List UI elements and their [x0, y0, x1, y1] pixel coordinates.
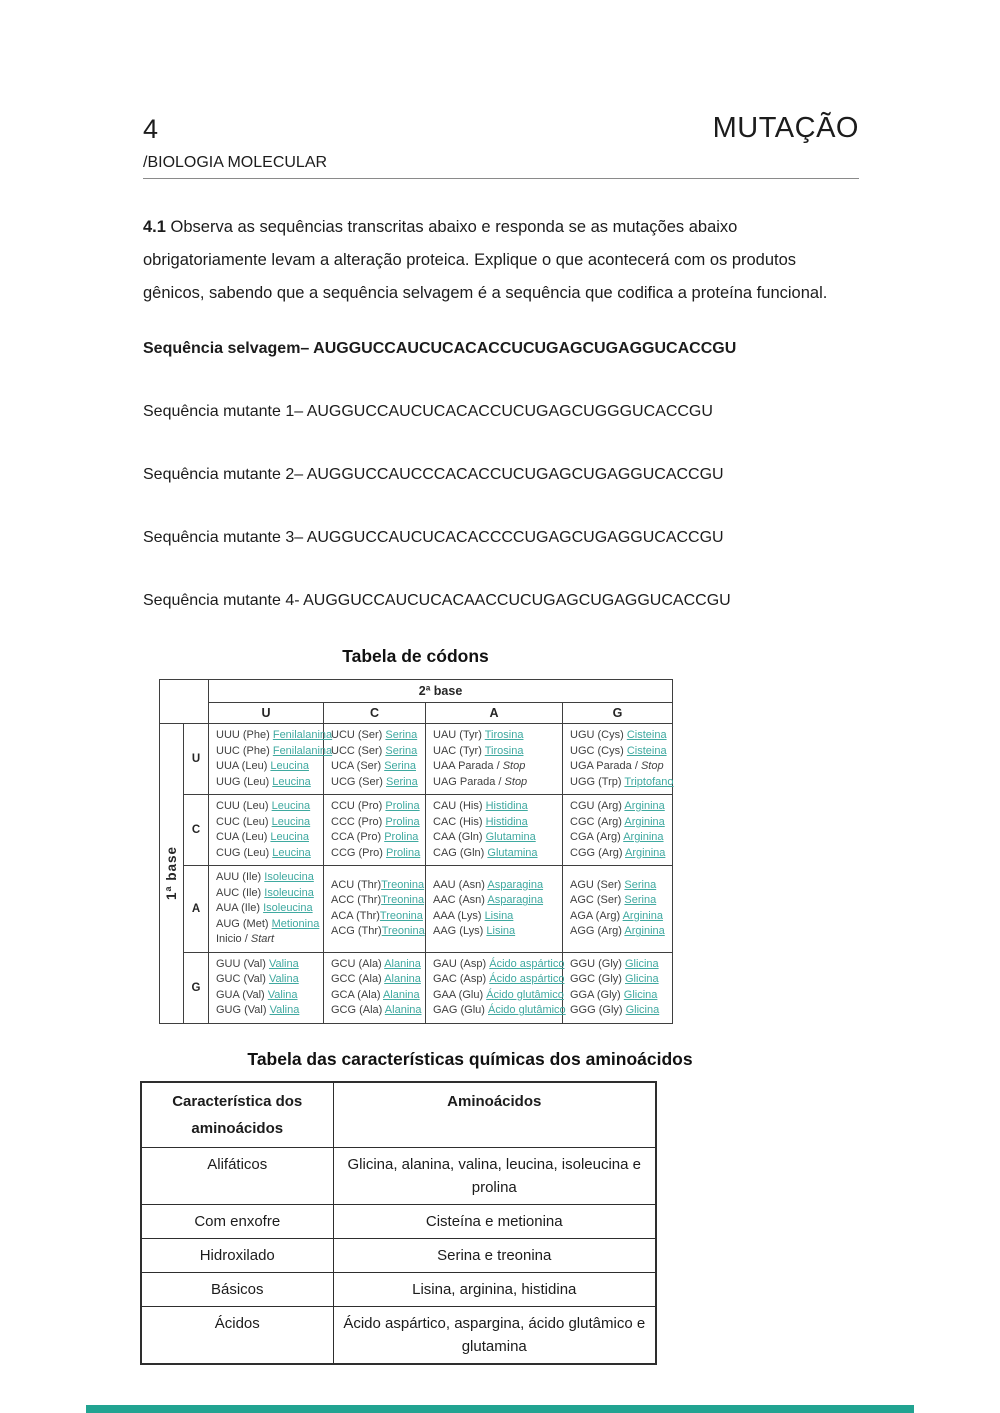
codon-text: CGG (Arg): [570, 846, 626, 859]
codon-line: [570, 988, 669, 1004]
codon-line: [216, 932, 320, 948]
codon-line: [570, 744, 669, 760]
base-column-header: G: [563, 703, 673, 724]
codon-text: UGC (Cys): [570, 744, 627, 757]
codon-line: [216, 815, 320, 831]
codon-line: [216, 972, 320, 988]
codon-text: GAC (Asp): [433, 973, 490, 985]
codon-text: GCC (Ala): [331, 973, 385, 985]
amino-acid-link[interactable]: Glicina: [623, 988, 658, 1001]
amino-acid-link[interactable]: Tirosina: [484, 744, 524, 757]
codon-text: AUC (Ile): [216, 886, 265, 899]
page-number: 4: [143, 114, 159, 144]
codon-text: ACC (Thr): [331, 894, 382, 907]
codon-line: [570, 957, 669, 973]
traits-header-row: [141, 1082, 656, 1148]
codon-text: UCU (Ser): [331, 729, 386, 741]
amino-acid-link[interactable]: Leucina: [270, 760, 309, 772]
base-column-header: A: [426, 703, 563, 724]
codon-text: AAG (Lys): [433, 925, 487, 938]
codon-line: [216, 901, 320, 917]
codon-line: [216, 988, 320, 1004]
amino-acid-link[interactable]: Arginina: [624, 815, 665, 828]
amino-acid-link[interactable]: Prolina: [385, 800, 420, 812]
codon-line: [331, 893, 425, 909]
sequence-label: Sequência mutante 4-: [143, 592, 300, 609]
amino-acid-link[interactable]: Alanina: [384, 973, 421, 985]
base-column-header: U: [209, 703, 324, 724]
codon-text: CUG (Leu): [216, 846, 273, 859]
sequence-label: Sequência mutante 3–: [143, 529, 304, 546]
amino-acid-link[interactable]: Fenilalanina: [272, 729, 333, 741]
codon-text: UAU (Tyr): [433, 729, 485, 741]
codon-cell: [563, 795, 673, 866]
base-column-header: C: [324, 703, 426, 724]
codon-line: [331, 815, 422, 831]
first-base-label: 1ª base: [164, 846, 179, 901]
question-text: Observa as sequências transcritas abaixo e responda se as mutações abaixo obrigatoriamente levam a alteração proteica. Explique o que acontecerá com os produtos gênicos, sabendo que a sequência selvagem é a sequência que codifica a proteína funcional.: [143, 218, 828, 302]
amino-acid-link[interactable]: Valina: [269, 1004, 300, 1016]
codon-line: [331, 1003, 422, 1019]
amino-acid-link[interactable]: Valina: [267, 988, 298, 1001]
trait-aminoacids: Cisteína e metionina: [333, 1204, 656, 1238]
sequence-list: [143, 340, 859, 610]
sequence-text: AUGGUCCAUCUCACACCCCUGAGCUGAGGUCACCGU: [306, 529, 724, 546]
codon-header-row: [160, 680, 673, 703]
codon-line: [433, 972, 565, 988]
codon-line: [433, 759, 559, 775]
codon-text: GCA (Ala): [331, 988, 383, 1001]
codon-line: [331, 846, 422, 862]
sequence-label: Sequência mutante 2–: [143, 466, 304, 483]
codon-line: [433, 909, 559, 925]
trait-name: Ácidos: [141, 1306, 333, 1364]
second-base-label: 2ª base: [209, 680, 673, 703]
codon-text: GAU (Asp): [433, 957, 490, 970]
amino-acid-link[interactable]: Treonina: [381, 878, 425, 891]
codon-text: ACG (Thr): [331, 925, 382, 938]
codon-line: [570, 775, 674, 791]
amino-acid-link[interactable]: Cisteina: [626, 744, 667, 757]
codon-cell: [426, 724, 563, 795]
codon-line: [216, 775, 320, 791]
sequence-line: [143, 592, 859, 610]
codon-text: ACA (Thr): [331, 909, 380, 922]
codon-text: CGU (Arg): [570, 800, 625, 812]
amino-acid-link[interactable]: Histidina: [485, 800, 528, 812]
codon-line: [570, 878, 669, 894]
trait-name: Hidroxilado: [141, 1238, 333, 1272]
codon-text: CUU (Leu): [216, 800, 272, 812]
codon-text: UAC (Tyr): [433, 744, 485, 757]
codon-line: [433, 846, 559, 862]
codon-text: AAC (Asn): [433, 894, 488, 907]
codon-line: [570, 893, 669, 909]
codon-line: [570, 1003, 669, 1019]
codon-line: [570, 972, 669, 988]
codon-text: CUC (Leu): [216, 815, 272, 828]
codon-row: [160, 952, 673, 1023]
amino-acid-link[interactable]: Glicina: [625, 973, 659, 985]
codon-subheader-row: [160, 703, 673, 724]
codon-line: [433, 830, 559, 846]
codon-text: UCA (Ser): [331, 760, 385, 772]
codon-text: AUA (Ile): [216, 902, 264, 914]
codon-text: UGG (Trp): [570, 775, 625, 788]
codon-line: [216, 830, 320, 846]
amino-acid-link[interactable]: Ácido aspártico: [489, 973, 565, 985]
codon-text: GGC (Gly): [570, 973, 625, 985]
codon-text: UUG (Leu): [216, 775, 273, 788]
codon-line: [331, 728, 422, 744]
traits-header-aminoacids: Aminoácidos: [333, 1082, 656, 1148]
codon-line: [570, 909, 669, 925]
codon-text: UUC (Phe): [216, 744, 273, 757]
amino-acid-link[interactable]: Treonina: [381, 925, 425, 938]
codon-text: GGU (Gly): [570, 957, 625, 970]
codon-text: AUG (Met): [216, 917, 272, 930]
codon-line: [433, 957, 565, 973]
base-row-label: G: [184, 952, 209, 1023]
page-header: [143, 112, 859, 145]
amino-acid-link[interactable]: Glicina: [625, 1004, 660, 1016]
codon-line: [331, 799, 422, 815]
codon-text: AGU (Ser): [570, 878, 625, 891]
codon-line: [433, 744, 559, 760]
page-title: MUTAÇÃO: [712, 112, 859, 144]
amino-acid-link[interactable]: Cisteina: [626, 729, 667, 741]
trait-name: Básicos: [141, 1272, 333, 1306]
amino-acid-link[interactable]: Histidina: [485, 815, 528, 828]
amino-acid-link[interactable]: Serina: [624, 878, 657, 891]
codon-text: UGU (Cys): [570, 729, 627, 741]
codon-line: [433, 815, 559, 831]
codon-line: [331, 909, 422, 925]
trait-aminoacids: Serina e treonina: [333, 1238, 656, 1272]
trait-row: [141, 1272, 656, 1306]
sequence-line: [143, 403, 859, 421]
trait-row: [141, 1238, 656, 1272]
amino-acid-link[interactable]: Leucina: [270, 831, 309, 843]
codon-text: UAG Parada /: [433, 775, 505, 788]
traits-header-characteristic: Característica dos aminoácidos: [141, 1082, 333, 1148]
trait-aminoacids: Glicina, alanina, valina, leucina, isoleucina e prolina: [333, 1147, 656, 1204]
trait-row: [141, 1204, 656, 1238]
codon-text: Inicio /: [216, 933, 251, 945]
amino-acid-link[interactable]: Arginina: [623, 831, 664, 843]
codon-line: [570, 830, 669, 846]
codon-text: UUA (Leu): [216, 760, 271, 772]
codon-cell: [563, 866, 673, 953]
page-subtitle: /BIOLOGIA MOLECULAR: [143, 154, 328, 171]
amino-acid-link[interactable]: Leucina: [272, 775, 311, 788]
amino-acid-link[interactable]: Serina: [385, 744, 418, 757]
amino-acid-link[interactable]: Ácido glutâmico: [488, 1004, 566, 1016]
amino-acid-link[interactable]: Arginina: [622, 909, 663, 922]
amino-acid-link[interactable]: Prolina: [386, 846, 421, 859]
codon-cell: [324, 952, 426, 1023]
codon-text: UCC (Ser): [331, 744, 386, 757]
trait-row: [141, 1306, 656, 1364]
trait-aminoacids: Lisina, arginina, histidina: [333, 1272, 656, 1306]
amino-acid-link[interactable]: Glutamina: [487, 846, 538, 859]
codon-text: CAA (Gln): [433, 831, 486, 843]
codon-text: UAA Parada /: [433, 760, 503, 772]
codon-text: GCU (Ala): [331, 957, 385, 970]
amino-acid-link[interactable]: Arginina: [625, 846, 666, 859]
codon-line: [331, 924, 425, 940]
codon-corner-cell: [160, 680, 209, 724]
codon-table: [159, 679, 673, 1024]
amino-acid-link[interactable]: Arginina: [624, 925, 665, 938]
codon-line: [433, 728, 559, 744]
amino-acid-link[interactable]: Arginina: [624, 800, 665, 812]
codon-line: [216, 957, 320, 973]
codon-line: [331, 957, 422, 973]
amino-acid-link[interactable]: Lisina: [486, 925, 516, 938]
codon-text: UGA Parada /: [570, 760, 641, 772]
page-content: [143, 112, 859, 1365]
base-row-label: A: [184, 866, 209, 953]
codon-text: UUU (Phe): [216, 729, 273, 741]
amino-acid-link[interactable]: Glutamina: [485, 831, 536, 843]
footer-bar: [86, 1405, 914, 1413]
codon-line: [433, 775, 559, 791]
codon-text: AAU (Asn): [433, 878, 488, 891]
codon-line: [433, 878, 559, 894]
codon-line: [216, 917, 320, 933]
codon-row: [160, 866, 673, 953]
codon-cell: [324, 866, 426, 953]
codon-cell: [209, 724, 333, 795]
codon-text: CGA (Arg): [570, 831, 624, 843]
codon-cell: [209, 866, 324, 953]
codon-text: CCG (Pro): [331, 846, 386, 859]
trait-name: Alifáticos: [141, 1147, 333, 1204]
amino-acid-link[interactable]: Serina: [384, 760, 416, 772]
stop-start-label: Stop: [502, 760, 526, 772]
amino-acid-link[interactable]: Isoleucina: [264, 886, 314, 899]
codon-line: [331, 775, 422, 791]
codon-line: [216, 744, 333, 760]
sequence-label: Sequência selvagem–: [143, 340, 310, 357]
amino-acid-link[interactable]: Asparagina: [487, 878, 544, 891]
codon-line: [331, 759, 422, 775]
codon-text: GAA (Glu): [433, 988, 487, 1001]
stop-start-label: Stop: [640, 760, 664, 772]
codon-cell: [324, 795, 426, 866]
amino-acid-link[interactable]: Lisina: [484, 909, 514, 922]
codon-cell: [209, 952, 324, 1023]
codon-cell: [209, 795, 324, 866]
sequence-line: [143, 340, 859, 358]
amino-acid-link[interactable]: Treonina: [379, 909, 423, 922]
amino-acid-link[interactable]: Asparagina: [487, 894, 544, 907]
sequence-line: [143, 466, 859, 484]
codon-text: CUA (Leu): [216, 831, 271, 843]
question-number: 4.1: [143, 218, 166, 236]
codon-line: [433, 893, 559, 909]
codon-text: GCG (Ala): [331, 1004, 385, 1016]
amino-acid-link[interactable]: Triptofano: [624, 775, 674, 788]
codon-text: CCU (Pro): [331, 800, 386, 812]
sequence-text: AUGGUCCAUCUCACACCUCUGAGCUGAGGUCACCGU: [313, 340, 737, 357]
stop-start-label: Stop: [504, 775, 528, 788]
sequence-text: AUGGUCCAUCUCACACCUCUGAGCUGGGUCACCGU: [306, 403, 713, 420]
sequence-label: Sequência mutante 1–: [143, 403, 304, 420]
amino-acid-link[interactable]: Treonina: [381, 894, 425, 907]
codon-cell: [426, 795, 563, 866]
codon-text: GUC (Val): [216, 973, 269, 985]
codon-line: [331, 972, 422, 988]
codon-line: [216, 799, 320, 815]
amino-acid-link[interactable]: Leucina: [271, 800, 311, 812]
codon-line: [570, 728, 669, 744]
codon-line: [331, 744, 422, 760]
codon-cell: [563, 724, 673, 795]
amino-acid-link[interactable]: Prolina: [384, 831, 419, 843]
codon-text: AGG (Arg): [570, 925, 625, 938]
codon-text: GUU (Val): [216, 957, 269, 970]
codon-text: GUG (Val): [216, 1004, 270, 1016]
amino-acid-link[interactable]: Alanina: [382, 988, 420, 1001]
codon-text: ACU (Thr): [331, 878, 382, 891]
codon-line: [570, 846, 669, 862]
codon-line: [433, 1003, 566, 1019]
amino-acid-link[interactable]: Alanina: [384, 957, 421, 970]
codon-line: [331, 988, 422, 1004]
codon-cell: [426, 866, 563, 953]
codon-table-title: Tabela de códons: [342, 646, 489, 666]
base-row-label: C: [184, 795, 209, 866]
codon-line: [570, 799, 669, 815]
amino-acid-link[interactable]: Glicina: [625, 957, 659, 970]
codon-text: GGA (Gly): [570, 988, 624, 1001]
amino-acid-link[interactable]: Leucina: [272, 846, 311, 859]
codon-line: [331, 878, 425, 894]
codon-text: AGC (Ser): [570, 894, 625, 907]
trait-aminoacids: Ácido aspártico, aspargina, ácido glutâmico e glutamina: [333, 1306, 656, 1364]
amino-acid-link[interactable]: Leucina: [271, 815, 311, 828]
amino-acid-link[interactable]: Isoleucina: [264, 871, 314, 883]
codon-text: CGC (Arg): [570, 815, 625, 828]
codon-line: [216, 870, 320, 886]
codon-line: [433, 988, 564, 1004]
codon-line: [433, 799, 559, 815]
codon-line: [570, 759, 669, 775]
codon-line: [570, 815, 669, 831]
codon-text: AUU (Ile): [216, 871, 265, 883]
amino-acid-link[interactable]: Ácido aspártico: [489, 957, 565, 970]
amino-acid-link[interactable]: Metionina: [271, 917, 320, 930]
amino-acid-link[interactable]: Prolina: [385, 815, 420, 828]
amino-acid-link[interactable]: Serina: [624, 894, 657, 907]
trait-row: [141, 1147, 656, 1204]
codon-cell: [324, 724, 426, 795]
codon-line: [433, 924, 559, 940]
stop-start-label: Start: [250, 933, 275, 945]
codon-text: CCA (Pro): [331, 831, 385, 843]
sequence-text: AUGGUCCAUCCCACACCUCUGAGCUGAGGUCACCGU: [306, 466, 724, 483]
amino-acid-link[interactable]: Alanina: [384, 1004, 422, 1016]
trait-name: Com enxofre: [141, 1204, 333, 1238]
codon-row: [160, 724, 673, 795]
codon-text: CAU (His): [433, 800, 486, 812]
codon-text: CCC (Pro): [331, 815, 386, 828]
codon-text: GUA (Val): [216, 988, 268, 1001]
header-divider: [143, 178, 859, 179]
codon-text: UCG (Ser): [331, 775, 386, 788]
amino-acid-link[interactable]: Valina: [268, 957, 299, 970]
traits-table: [140, 1081, 657, 1365]
amino-acid-link[interactable]: Serina: [386, 775, 418, 788]
sequence-text: AUGGUCCAUCUCACAACCUCUGAGCUGAGGUCACCGU: [303, 592, 731, 609]
first-base-label-cell: [160, 724, 184, 1024]
codon-text: AGA (Arg): [570, 909, 623, 922]
codon-line: [216, 728, 333, 744]
amino-acid-link[interactable]: Ácido glutâmico: [486, 988, 564, 1001]
amino-acid-link[interactable]: Isoleucina: [263, 902, 313, 914]
codon-line: [216, 759, 320, 775]
amino-acid-link[interactable]: Tirosina: [484, 729, 524, 741]
codon-line: [216, 846, 320, 862]
amino-acid-link[interactable]: Serina: [385, 729, 418, 741]
codon-row: [160, 795, 673, 866]
codon-text: GAG (Glu): [433, 1004, 489, 1016]
codon-line: [331, 830, 422, 846]
sequence-line: [143, 529, 859, 547]
codon-text: CAG (Gln): [433, 846, 488, 859]
amino-acid-link[interactable]: Valina: [268, 973, 299, 985]
codon-line: [216, 886, 320, 902]
codon-text: GGG (Gly): [570, 1004, 626, 1016]
codon-cell: [426, 952, 566, 1023]
traits-table-title: Tabela das características químicas dos aminoácidos: [247, 1048, 693, 1069]
codon-text: AAA (Lys): [433, 909, 485, 922]
amino-acid-link[interactable]: Fenilalanina: [272, 744, 333, 757]
question-paragraph: [143, 211, 859, 310]
codon-cell: [563, 952, 673, 1023]
codon-line: [570, 924, 669, 940]
base-row-label: U: [184, 724, 209, 795]
codon-line: [216, 1003, 320, 1019]
codon-text: CAC (His): [433, 815, 486, 828]
